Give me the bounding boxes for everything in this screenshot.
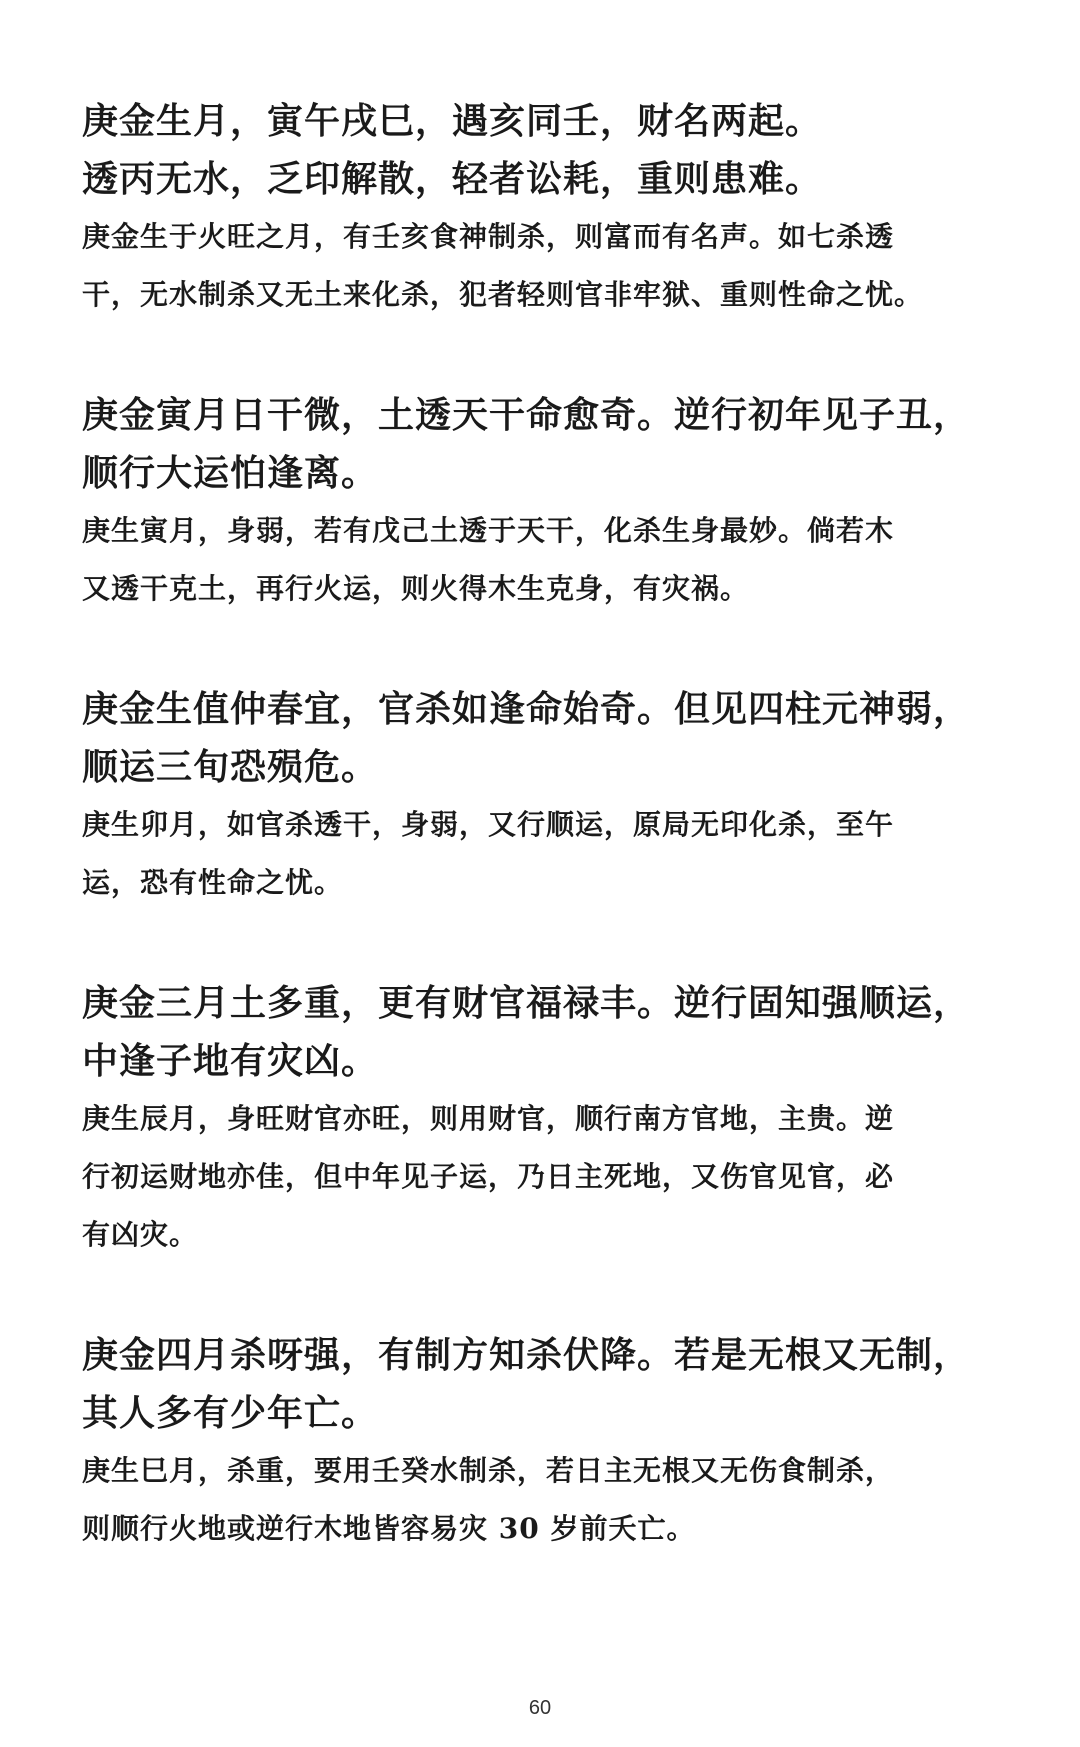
commentary-line: 运，恐有性命之忧。 xyxy=(82,866,344,899)
page-number: 60 xyxy=(528,1697,552,1719)
commentary-line: 干，无水制杀又无土来化杀，犯者轻则官非牢狱、重则性命之忧。 xyxy=(82,278,924,311)
verse-line: 中逢子地有灾凶。 xyxy=(82,1040,379,1082)
commentary-line: 又透干克土，再行火运，则火得木生克身，有灾祸。 xyxy=(82,572,750,605)
commentary-line: 则顺行火地或逆行木地皆容易灾 30 岁前夭亡。 xyxy=(82,1512,696,1545)
verse-line: 顺行大运怕逢离。 xyxy=(82,452,379,494)
section-2 xyxy=(82,386,982,618)
verse-line: 其人多有少年亡。 xyxy=(82,1392,379,1434)
commentary-line: 庚生卯月，如官杀透干，身弱，又行顺运，原局无印化杀，至午 xyxy=(82,808,895,841)
section-3 xyxy=(82,680,982,912)
document-page xyxy=(82,92,982,1620)
verse-line: 庚金生月，寅午戌巳，遇亥同壬，财名两起。 xyxy=(82,100,823,142)
section-4 xyxy=(82,974,982,1264)
verse-line: 顺运三旬恐殒危。 xyxy=(82,746,379,788)
commentary-line: 庚生寅月，身弱，若有戊己土透于天干，化杀生身最妙。倘若木 xyxy=(82,514,895,547)
verse-line: 庚金生值仲春宜，官杀如逢命始奇。但见四柱元神弱， xyxy=(82,688,971,730)
commentary-line: 行初运财地亦佳，但中年见子运，乃日主死地，又伤官见官，必 xyxy=(82,1160,895,1193)
commentary-line: 有凶灾。 xyxy=(82,1218,199,1251)
commentary-line: 庚生辰月，身旺财官亦旺，则用财官，顺行南方官地，主贵。逆 xyxy=(82,1102,895,1135)
section-5 xyxy=(82,1326,982,1558)
commentary-line: 庚金生于火旺之月，有壬亥食神制杀，则富而有名声。如七杀透 xyxy=(82,220,895,253)
section-1 xyxy=(82,92,982,324)
verse-line: 庚金寅月日干微，土透天干命愈奇。逆行初年见子丑， xyxy=(82,394,971,436)
verse-line: 庚金四月杀呀强，有制方知杀伏降。若是无根又无制， xyxy=(82,1334,971,1376)
verse-line: 庚金三月土多重，更有财官福禄丰。逆行固知强顺运， xyxy=(82,982,971,1024)
verse-line: 透丙无水，乏印解散，轻者讼耗，重则患难。 xyxy=(82,158,823,200)
commentary-line: 庚生巳月，杀重，要用壬癸水制杀，若日主无根又无伤食制杀， xyxy=(82,1454,895,1487)
